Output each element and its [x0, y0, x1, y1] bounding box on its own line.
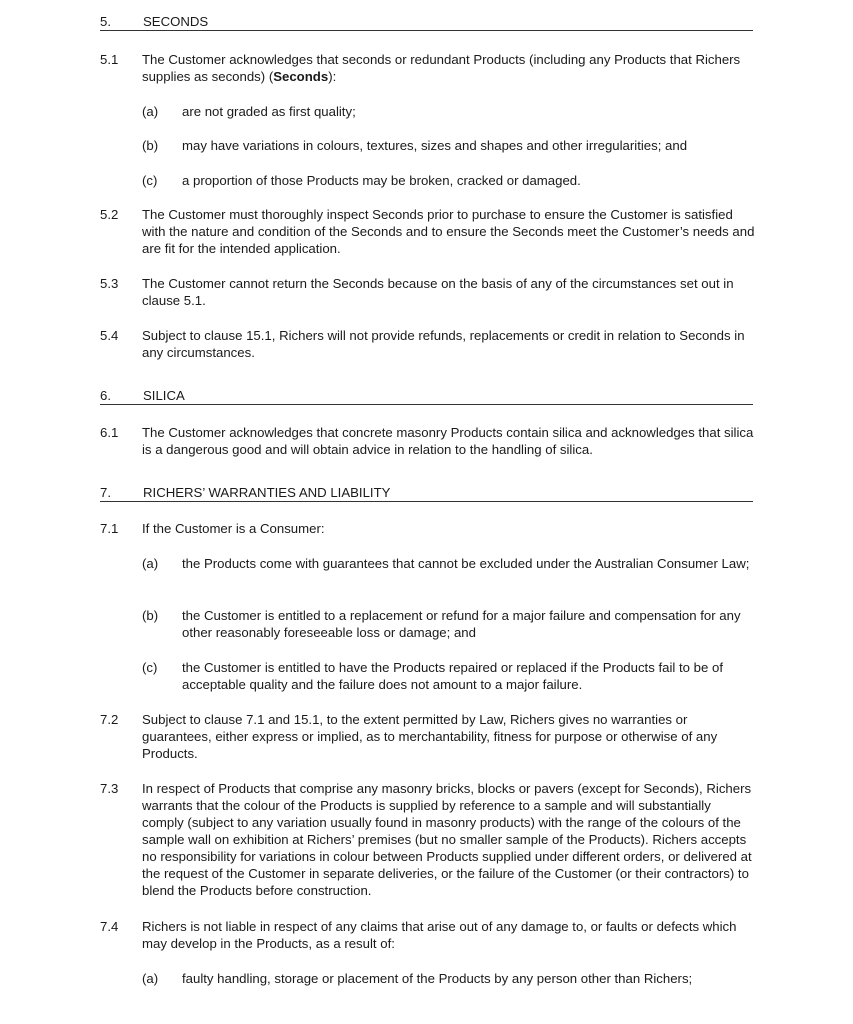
clause-text: The Customer acknowledges that concrete masonry Products contain silica and acknowledges that silica is a dangerous good and will obtain advice in relation to the handling of silica.	[142, 425, 754, 457]
section-title: SILICA	[143, 388, 185, 403]
section-title: RICHERS’ WARRANTIES AND LIABILITY	[143, 485, 391, 500]
section-number: 5.	[100, 14, 111, 29]
clause-number: 7.3	[100, 781, 119, 796]
clause-text-part: ):	[328, 69, 337, 84]
clause-text-part: The Customer acknowledges that seconds or redundant Products (including any Products that Richers supplies as seconds) (	[142, 52, 741, 84]
section-5-heading	[100, 0, 753, 31]
clause-number: 7.4	[100, 919, 119, 934]
clause-number: 5.4	[100, 328, 119, 343]
section-number: 6.	[100, 388, 111, 403]
clause-text	[142, 51, 755, 85]
subclause-text: the Products come with guarantees that cannot be excluded under the Australian Consumer Law;	[182, 556, 750, 571]
subclause-label: (b)	[142, 138, 159, 153]
section-7-heading	[100, 471, 753, 502]
clause-number: 5.3	[100, 276, 119, 291]
subclause-label: (a)	[142, 104, 159, 119]
clause-number: 7.2	[100, 712, 119, 727]
clause-text: If the Customer is a Consumer:	[142, 521, 325, 536]
defined-term: Seconds	[273, 69, 329, 84]
clause-text: Subject to clause 15.1, Richers will not provide refunds, replacements or credit in relation to Seconds in any circumstances.	[142, 328, 745, 360]
subclause-text: may have variations in colours, textures, sizes and shapes and other irregularities; and	[182, 138, 688, 153]
section-number: 7.	[100, 485, 111, 500]
subclause-label: (c)	[142, 660, 158, 675]
clause-text: The Customer cannot return the Seconds because on the basis of any of the circumstances set out in clause 5.1.	[142, 276, 734, 308]
subclause-label: (a)	[142, 971, 159, 986]
subclause-text: the Customer is entitled to have the Products repaired or replaced if the Products fail to be of acceptable quality and the failure does not amount to a major failure.	[182, 660, 723, 692]
clause-text: In respect of Products that comprise any masonry bricks, blocks or pavers (except for Seconds), Richers warrants that the colour of the Products is supplied by reference to a sample and will substantially comply (subject to any variation usually found in masonry products) with the range of the colours of the sample wall on exhibition at Richers’ premises (but no smaller sample of the Products). Richers accepts no responsibility for variations in colour between Products supplied under different orders, or delivered at the request of the Customer in separate deliveries, or the failure of the Customer (or their contractors) to blend the Products before construction.	[142, 781, 752, 898]
subclause-label: (a)	[142, 556, 159, 571]
subclause-label: (b)	[142, 608, 159, 623]
clause-number: 6.1	[100, 425, 119, 440]
clause-text: The Customer must thoroughly inspect Seconds prior to purchase to ensure the Customer is satisfied with the nature and condition of the Seconds and to ensure the Seconds meet the Customer’s needs and are fit for the intended application.	[142, 207, 755, 256]
section-title: SECONDS	[143, 14, 209, 29]
subclause-text: a proportion of those Products may be broken, cracked or damaged.	[182, 173, 581, 188]
clause-number: 5.1	[100, 52, 119, 67]
subclause-label: (c)	[142, 173, 158, 188]
section-6-heading	[100, 374, 753, 405]
subclause-text: the Customer is entitled to a replacement or refund for a major failure and compensation for any other reasonably foreseeable loss or damage; and	[182, 608, 741, 640]
clause-text: Richers is not liable in respect of any claims that arise out of any damage to, or faults or defects which may develop in the Products, as a result of:	[142, 919, 737, 951]
clause-text: Subject to clause 7.1 and 15.1, to the extent permitted by Law, Richers gives no warranties or guarantees, either express or implied, as to merchantability, fitness for purpose or otherwise of any Products.	[142, 712, 718, 761]
subclause-text: are not graded as first quality;	[182, 104, 356, 119]
clause-number: 5.2	[100, 207, 119, 222]
subclause-text: faulty handling, storage or placement of the Products by any person other than Richers;	[182, 971, 693, 986]
clause-number: 7.1	[100, 521, 119, 536]
